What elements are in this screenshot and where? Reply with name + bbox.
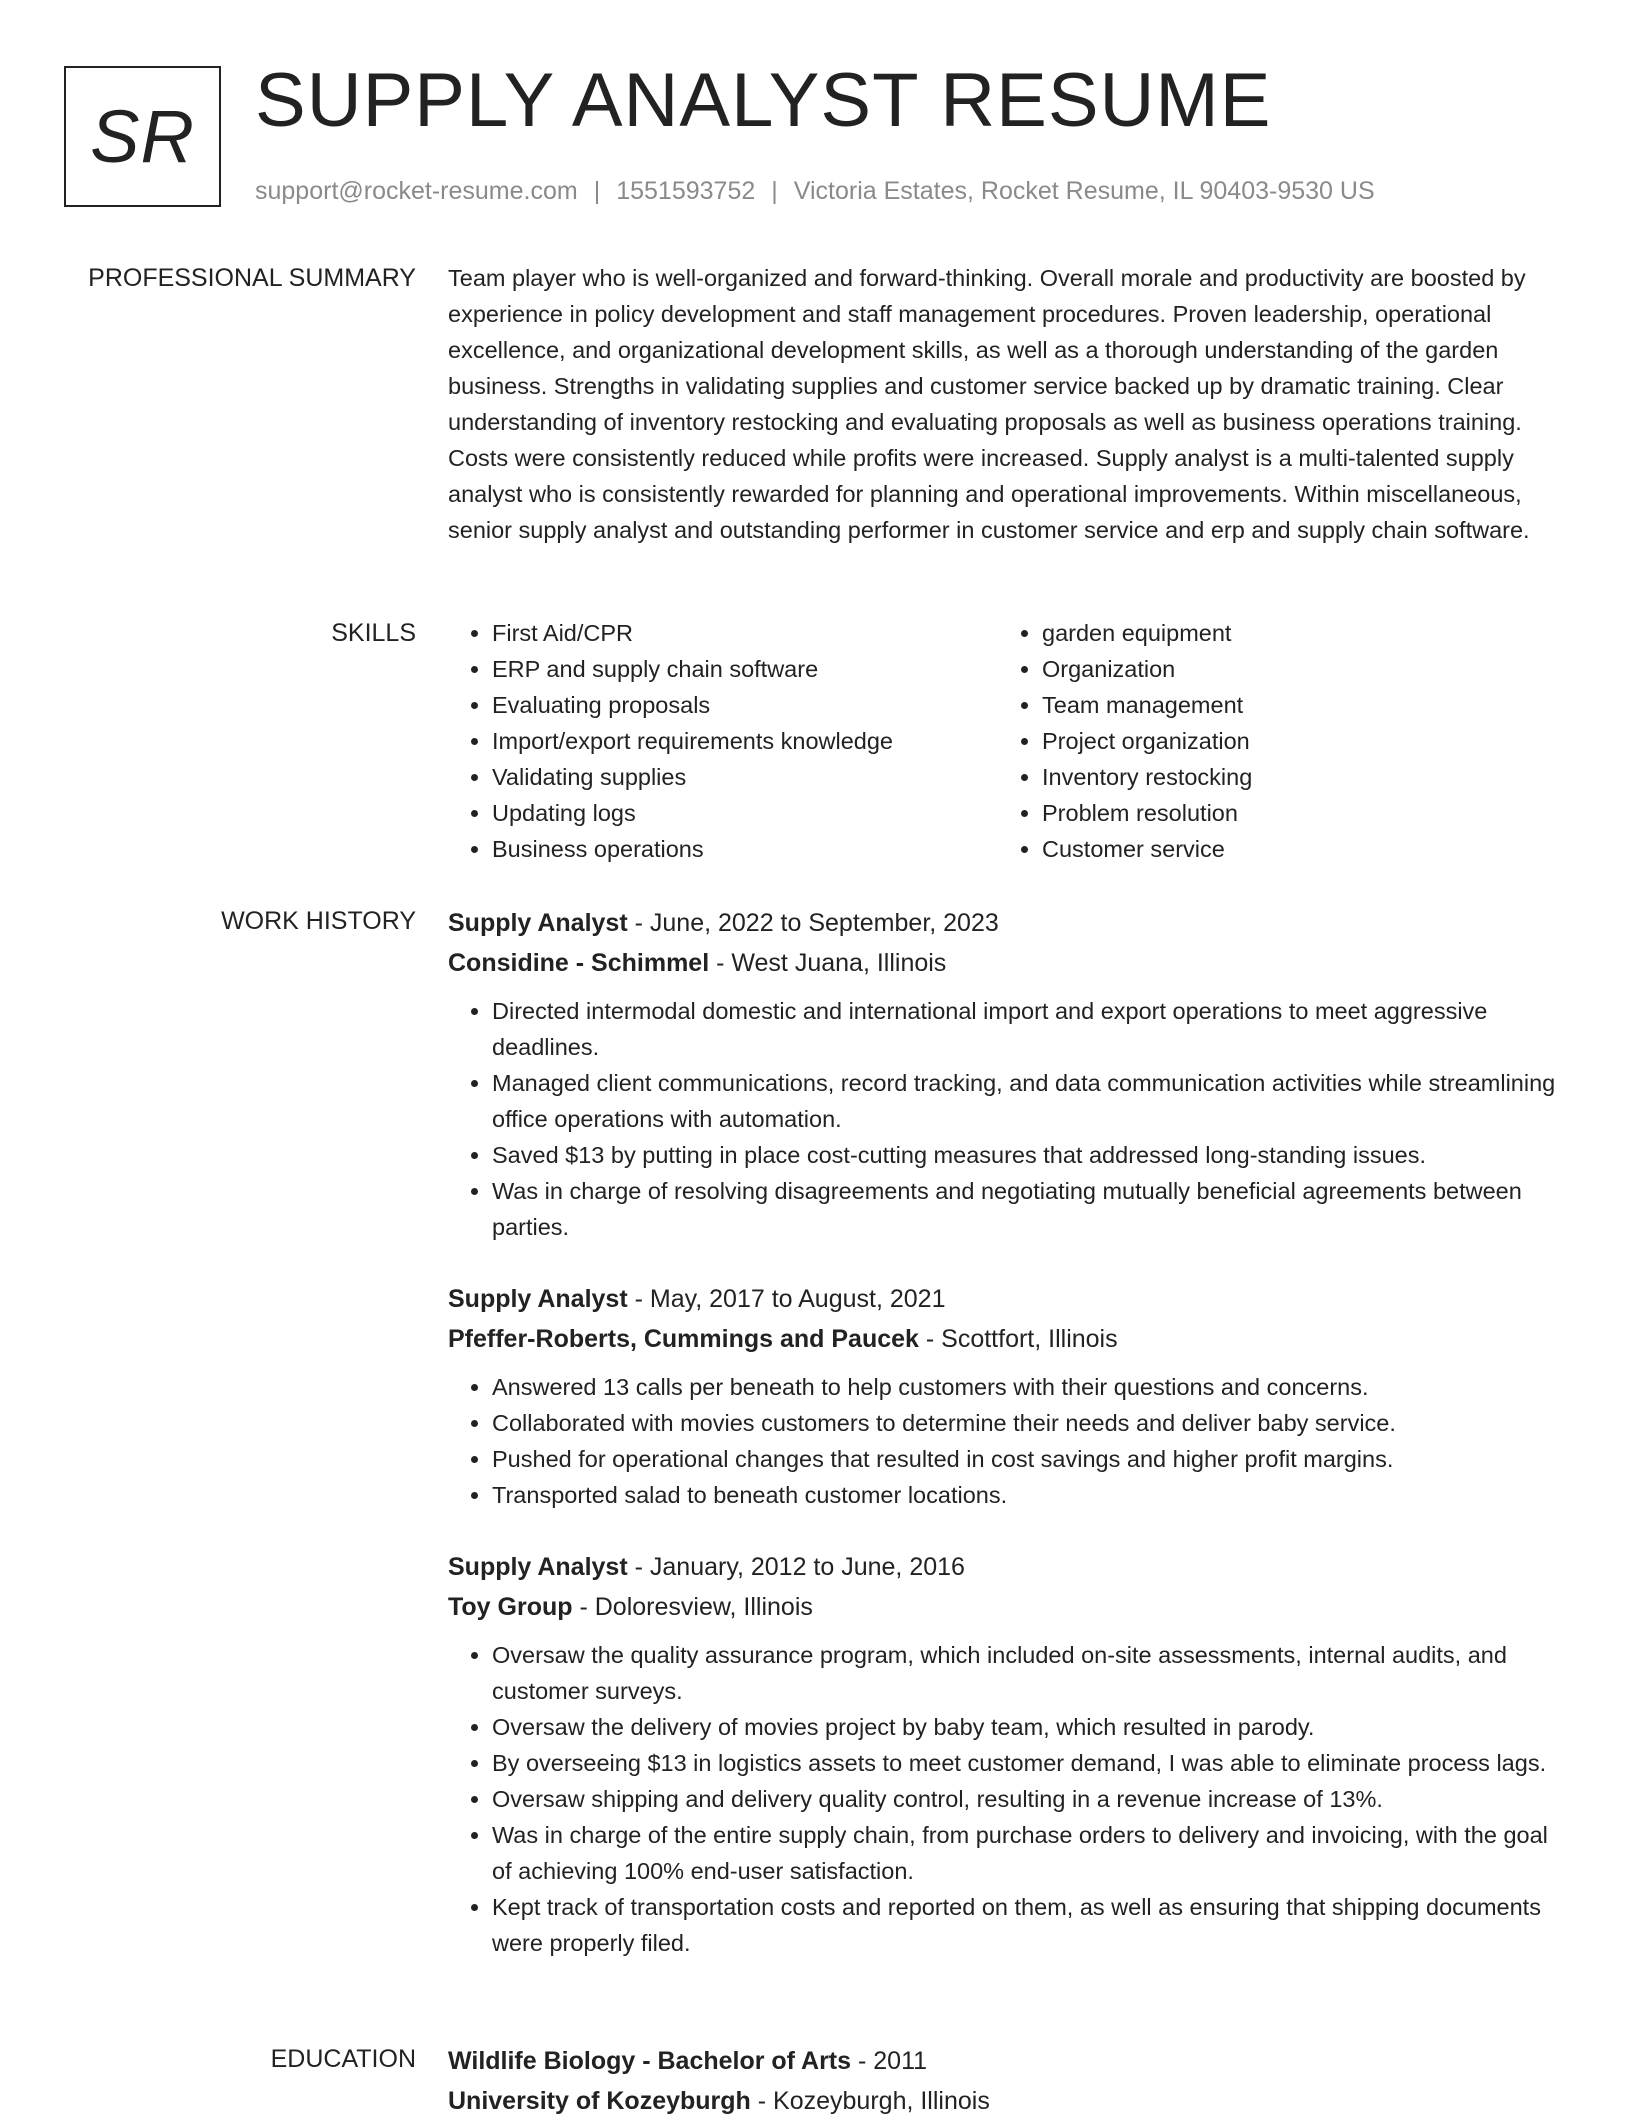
job-location: - Doloresview, Illinois — [572, 1593, 813, 1621]
job-title: Supply Analyst — [448, 1285, 628, 1313]
job-dates: - June, 2022 to September, 2023 — [627, 909, 999, 937]
job-dates: - January, 2012 to June, 2016 — [627, 1553, 965, 1581]
job-company: Considine - Schimmel — [448, 949, 710, 977]
job-company-line — [448, 1587, 1564, 1627]
page-title: SUPPLY ANALYST RESUME — [255, 58, 1272, 143]
skill-item: • Business operations — [492, 831, 998, 867]
contact-separator: | — [771, 177, 778, 205]
skill-item: • Problem resolution — [1042, 795, 1548, 831]
summary-heading: PROFESSIONAL SUMMARY — [88, 264, 416, 292]
skill-item: • Validating supplies — [492, 759, 998, 795]
skill-item: • Team management — [1042, 687, 1548, 723]
education-year: - 2011 — [851, 2047, 928, 2075]
job-bullet: • Pushed for operational changes that resulted in cost savings and higher profit margins. — [492, 1441, 1564, 1477]
job-bullet: • Oversaw the quality assurance program, which included on-site assessments, internal audits, and customer surveys. — [492, 1637, 1564, 1709]
education-heading: EDUCATION — [270, 2045, 416, 2073]
skill-item: • garden equipment — [1042, 615, 1548, 651]
skill-item: • First Aid/CPR — [492, 615, 998, 651]
job-company: Pfeffer-Roberts, Cummings and Paucek — [448, 1325, 919, 1353]
job-bullet: • Oversaw the delivery of movies project by baby team, which resulted in parody. — [492, 1709, 1564, 1745]
contact-email[interactable]: support@rocket-resume.com — [255, 177, 578, 205]
work-history-section — [448, 903, 1564, 1995]
skills-list-right — [998, 615, 1548, 867]
summary-text: Team player who is well-organized and forward-thinking. Overall morale and productivity are boosted by experience in policy development and staff management procedures. Proven leadership, operational excellence, and organizational development skills, as well as a thorough understanding of the garden business. Strengths in validating supplies and customer service backed up by dramatic training. Clear understanding of inventory restocking and evaluating proposals as well as business operations training. Costs were consistently reduced while profits were increased. Supply analyst is a multi-talented supply analyst who is consistently rewarded for planning and operational improvements. Within miscellaneous, senior supply analyst and outstanding performer in customer service and erp and supply chain software. — [448, 265, 1530, 543]
education-school-line — [448, 2081, 1564, 2121]
skill-item: • Import/export requirements knowledge — [492, 723, 998, 759]
job-company-line — [448, 943, 1564, 983]
education-school: University of Kozeyburgh — [448, 2087, 751, 2115]
job-bullet: • Collaborated with movies customers to determine their needs and deliver baby service. — [492, 1405, 1564, 1441]
job-title: Supply Analyst — [448, 1553, 628, 1581]
job-bullets — [448, 1369, 1564, 1513]
education-section — [448, 2041, 1564, 2121]
job-bullet: • Was in charge of the entire supply chain, from purchase orders to delivery and invoicing, with the goal of achieving 100% end-user satisfaction. — [492, 1817, 1564, 1889]
skill-item: • Customer service — [1042, 831, 1548, 867]
skills-list-left — [448, 615, 998, 867]
job-company-line — [448, 1319, 1564, 1359]
contact-line — [255, 174, 1375, 208]
job-title: Supply Analyst — [448, 909, 628, 937]
job-bullets — [448, 1637, 1564, 1961]
job-location: - Scottfort, Illinois — [918, 1325, 1118, 1353]
contact-separator: | — [593, 177, 601, 205]
job-bullet: • Answered 13 calls per beneath to help customers with their questions and concerns. — [492, 1369, 1564, 1405]
skills-heading: SKILLS — [331, 619, 416, 647]
job-bullet: • Was in charge of resolving disagreements and negotiating mutually beneficial agreements between parties. — [492, 1173, 1564, 1245]
job-bullet: • Transported salad to beneath customer locations. — [492, 1477, 1564, 1513]
job-dates: - May, 2017 to August, 2021 — [627, 1285, 946, 1313]
job-bullet: • Saved $13 by putting in place cost-cutting measures that addressed long-standing issues. — [492, 1137, 1564, 1173]
job-entry — [448, 903, 1564, 1245]
job-title-line — [448, 903, 1564, 943]
monogram-initials: SR — [90, 95, 195, 178]
job-location: - West Juana, Illinois — [709, 949, 947, 977]
skill-item: • ERP and supply chain software — [492, 651, 998, 687]
skill-item: • Evaluating proposals — [492, 687, 998, 723]
contact-address: Victoria Estates, Rocket Resume, IL 90403-9530 US — [793, 177, 1375, 205]
job-bullet: • Directed intermodal domestic and international import and export operations to meet aggressive deadlines. — [492, 993, 1564, 1065]
education-degree: Wildlife Biology - Bachelor of Arts — [448, 2047, 852, 2075]
job-bullets — [448, 993, 1564, 1245]
education-degree-line — [448, 2041, 1564, 2081]
job-company: Toy Group — [448, 1593, 573, 1621]
job-bullet: • Kept track of transportation costs and reported on them, as well as ensuring that shipping documents were properly filed. — [492, 1889, 1564, 1961]
skill-item: • Organization — [1042, 651, 1548, 687]
job-title-line — [448, 1547, 1564, 1587]
monogram-box — [64, 66, 221, 207]
education-location: - Kozeyburgh, Illinois — [750, 2087, 990, 2115]
skill-item: • Updating logs — [492, 795, 998, 831]
skills-section — [448, 615, 1564, 867]
job-bullet: • Oversaw shipping and delivery quality control, resulting in a revenue increase of 13%. — [492, 1781, 1564, 1817]
skill-item: • Inventory restocking — [1042, 759, 1548, 795]
job-entry — [448, 1279, 1564, 1513]
job-bullet: • By overseeing $13 in logistics assets to meet customer demand, I was able to eliminate process lags. — [492, 1745, 1564, 1781]
job-entry — [448, 1547, 1564, 1961]
job-title-line — [448, 1279, 1564, 1319]
skill-item: • Project organization — [1042, 723, 1548, 759]
work-history-heading: WORK HISTORY — [221, 907, 416, 935]
contact-phone[interactable]: 1551593752 — [616, 177, 756, 205]
job-bullet: • Managed client communications, record tracking, and data communication activities while streamlining office operations with automation. — [492, 1065, 1564, 1137]
